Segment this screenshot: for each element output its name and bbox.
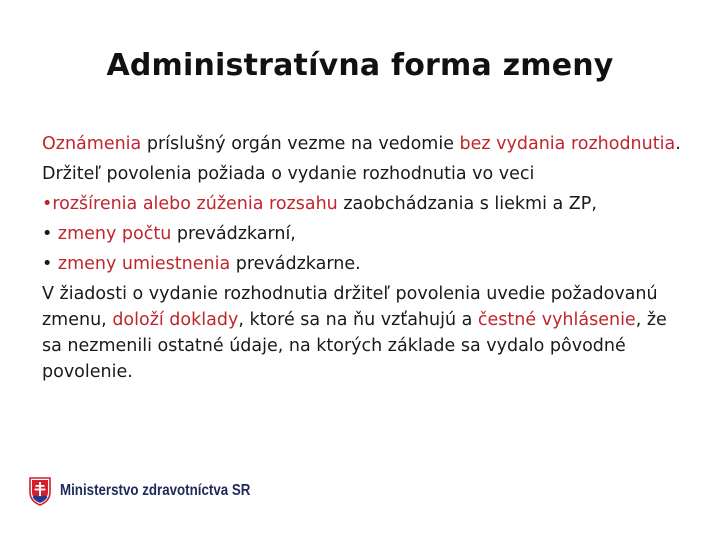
slide-title: Administratívna forma zmeny bbox=[106, 48, 614, 83]
text-segment: zaobchádzania s liekmi a ZP, bbox=[337, 194, 597, 214]
highlight-scope: •rozšírenia alebo zúženia rozsahu bbox=[42, 194, 338, 214]
text-segment: prevádzkarne. bbox=[230, 254, 361, 274]
text-segment: Držiteľ povolenia požiada o vydanie rozhodnutia vo veci bbox=[42, 164, 535, 184]
paragraph-application bbox=[42, 281, 682, 385]
text-segment: V žiadosti o vydanie rozhodnutia držiteľ povolenia uvedie požadovanú zmenu, bbox=[42, 284, 658, 330]
highlight-declaration: čestné vyhlásenie bbox=[477, 310, 636, 330]
highlight-documents: doloží doklady bbox=[112, 310, 239, 330]
bullet-location-change bbox=[42, 251, 682, 277]
slide-body bbox=[42, 131, 682, 385]
text-segment: . bbox=[675, 134, 681, 154]
slovak-coat-of-arms-icon bbox=[28, 476, 52, 506]
bullet-marker: • bbox=[42, 254, 58, 274]
ministry-logo bbox=[28, 476, 281, 506]
text-segment: , ktoré sa na ňu vzťahujú a bbox=[238, 310, 478, 330]
text-segment: príslušný orgán vezme na vedomie bbox=[141, 134, 460, 154]
highlight-location: zmeny umiestnenia bbox=[57, 254, 231, 274]
highlight-notification: Oznámenia bbox=[42, 134, 142, 154]
bullet-scope-change bbox=[42, 191, 682, 217]
paragraph-request bbox=[42, 161, 682, 187]
highlight-count: zmeny počtu bbox=[57, 224, 172, 244]
text-segment: , že sa nezmenili ostatné údaje, na ktorých základe sa vydalo pôvodné povolenie. bbox=[42, 310, 667, 382]
highlight-no-decision: bez vydania rozhodnutia bbox=[459, 134, 676, 154]
ministry-name: Ministerstvo zdravotníctva SR bbox=[60, 482, 251, 499]
paragraph-notification bbox=[42, 131, 682, 157]
bullet-marker: • bbox=[42, 224, 58, 244]
bullet-count-change bbox=[42, 221, 682, 247]
text-segment: prevádzkarní, bbox=[171, 224, 296, 244]
